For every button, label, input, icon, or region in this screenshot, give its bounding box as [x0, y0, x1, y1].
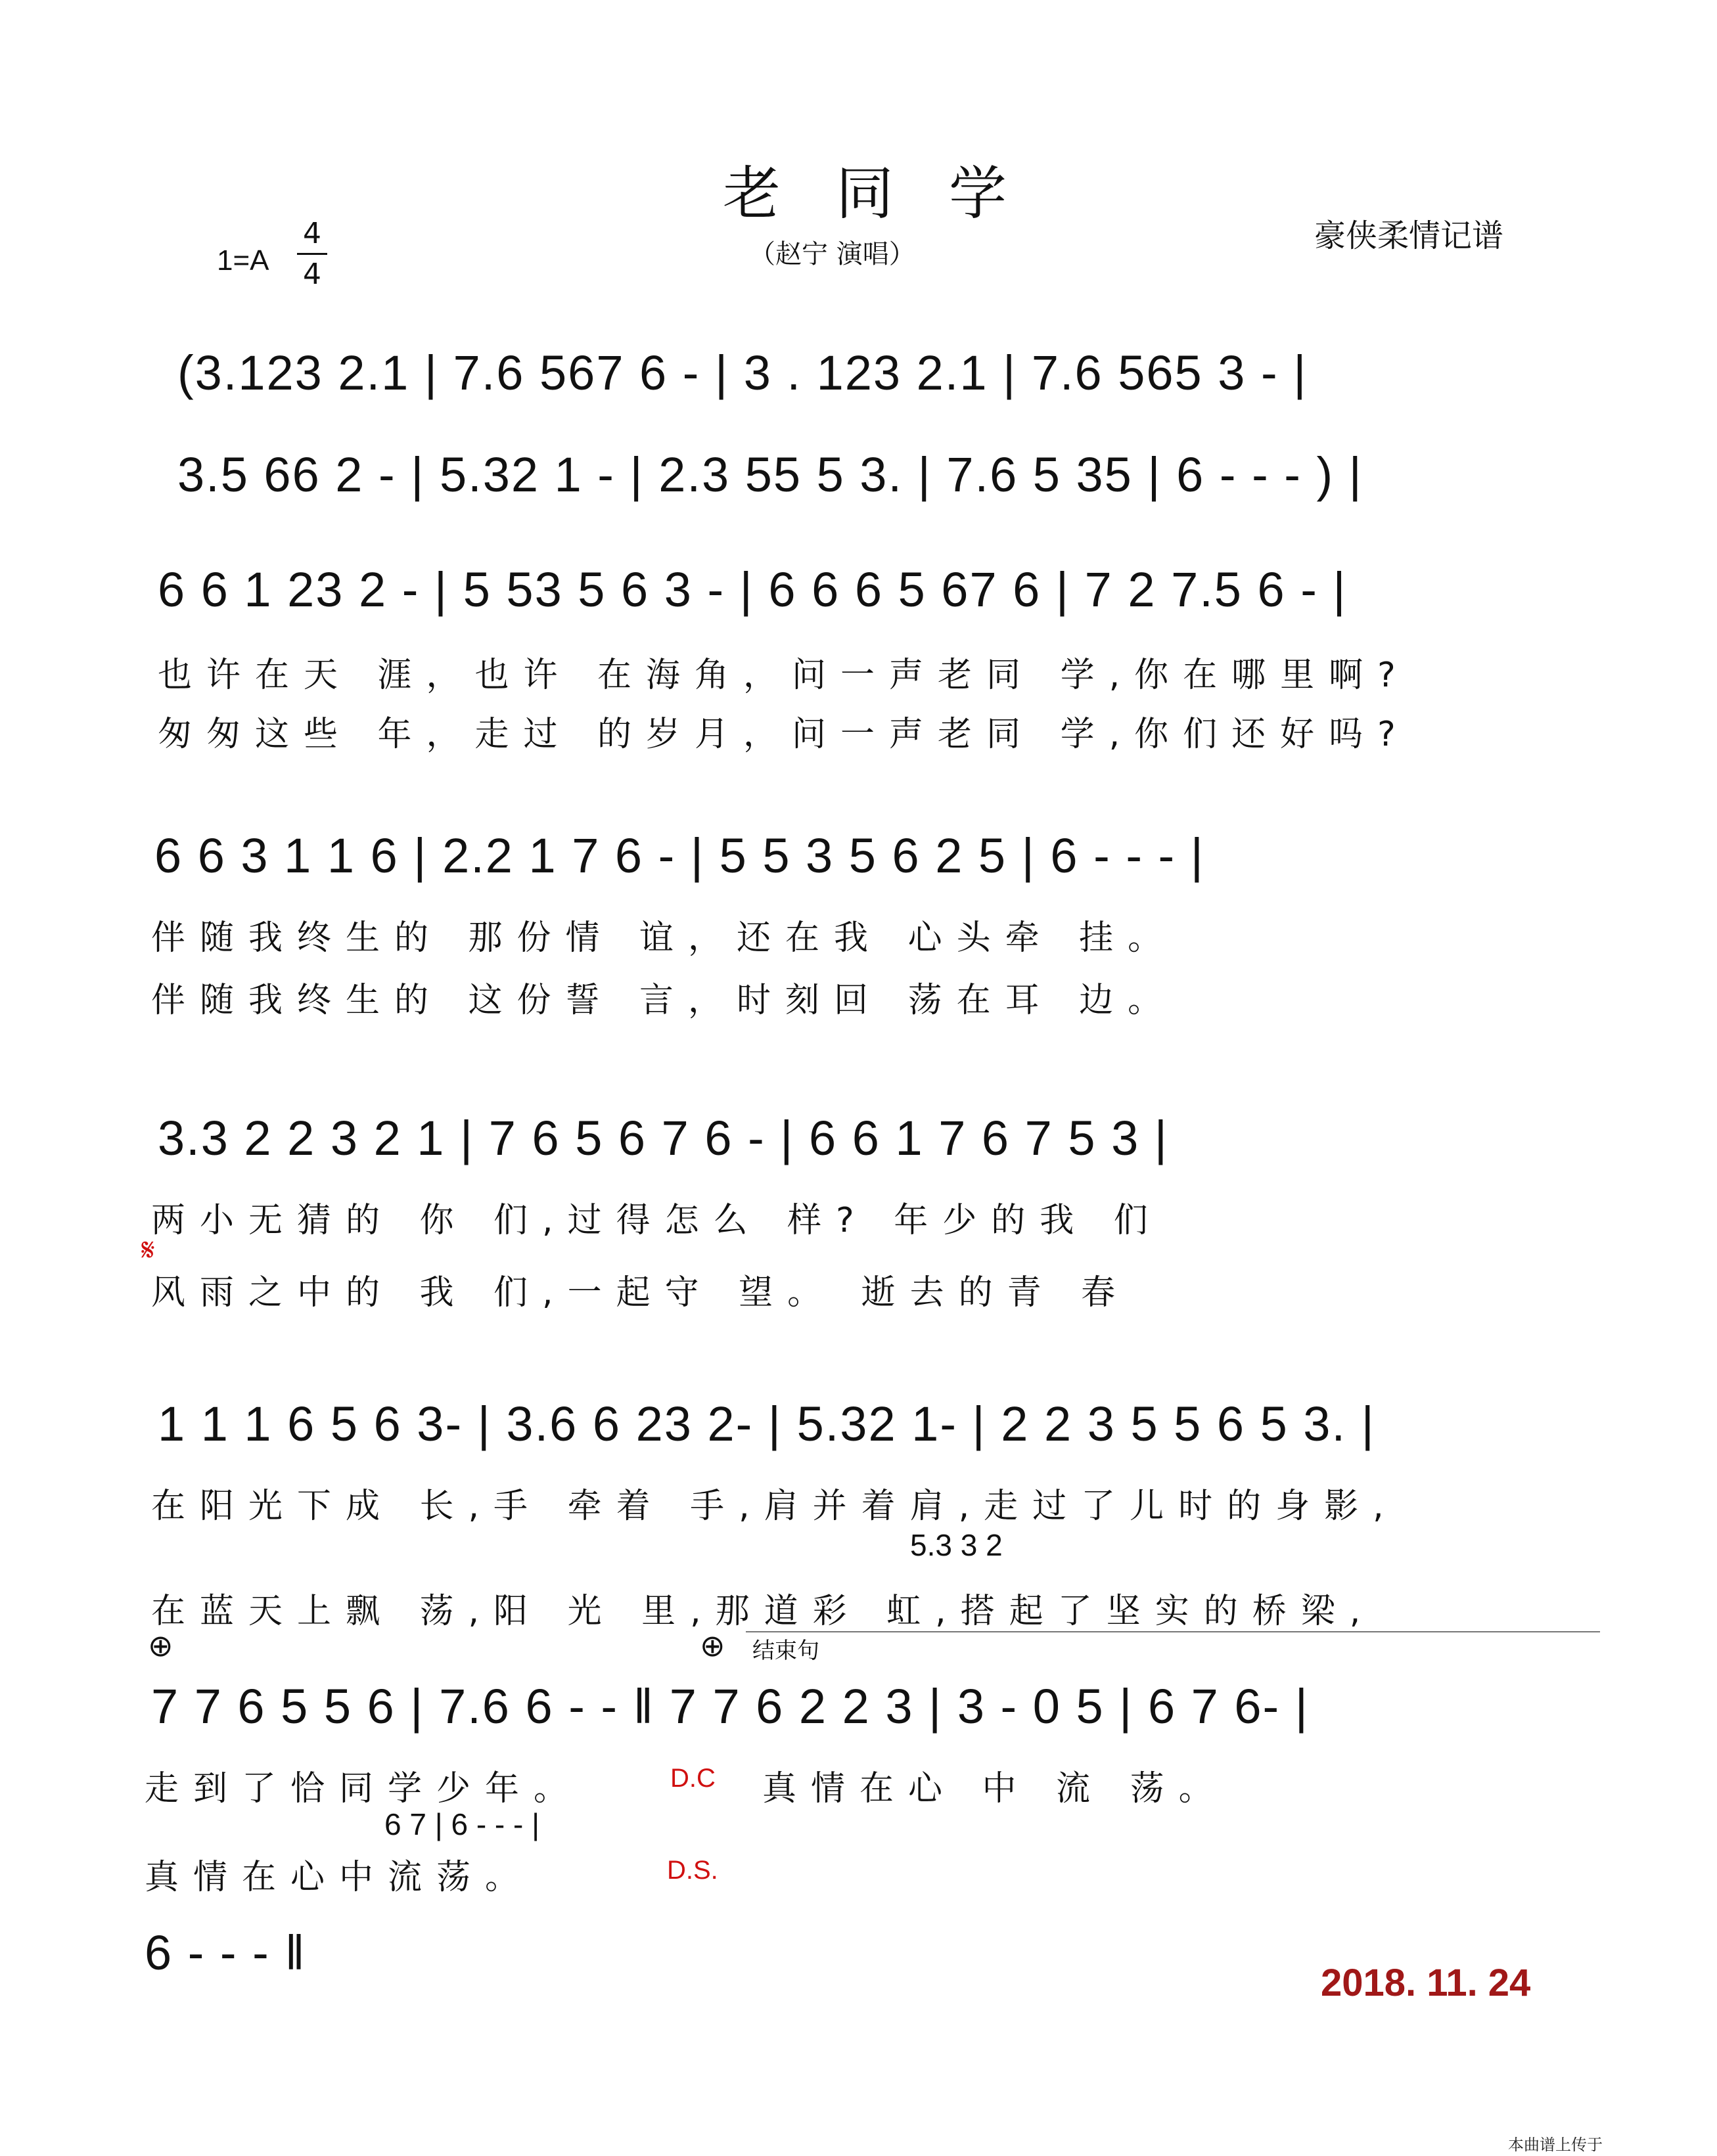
final-notes: 6 - - - ‖ [145, 1925, 306, 1980]
coda-sign-1: ⊕ [148, 1628, 173, 1663]
chorus1-lyric-a: 两小无猜的 你 们,过得怎么 样? 年少的我 们 [151, 1201, 1162, 1240]
ending-lyric-b: 真情在心中流荡。 [145, 1858, 534, 1897]
chorus1-lyric-b: 风雨之中的 我 们,一起守 望。 逝去的青 春 [151, 1273, 1130, 1313]
transcriber-credit: 豪侠柔情记谱 [1314, 217, 1504, 254]
chorus1-notes: 3.3 2 2 3 2 1 | 7 6 5 6 7 6 - | 6 6 1 7 6 7 5 3 | [158, 1111, 1169, 1165]
chorus2-notes: 1 1 1 6 5 6 3- | 3.6 6 23 2- | 5.32 1- | 2 2 3 5 5 6 5 3. | [158, 1397, 1375, 1451]
intro-line-1: (3.123 2.1 | 7.6 567 6 - | 3 . 123 2.1 | 7.6 565 3 - | [177, 346, 1308, 400]
performer-subtitle: （赵宁 演唱） [749, 239, 915, 269]
alternate-notes-1: 5.3 3 2 [910, 1528, 1003, 1562]
date-stamp: 2018. 11. 24 [1321, 1962, 1531, 2004]
chorus2-lyric-a: 在阳光下成 长,手 牵着 手,肩并着肩,走过了儿时的身影, [151, 1487, 1398, 1526]
verse2-lyric-b: 伴随我终生的 这份誓 言，时刻回 荡在耳 边。 [151, 981, 1177, 1020]
footer-text: 本曲谱上传于 [1508, 2136, 1603, 2154]
intro-line-2: 3.5 66 2 - | 5.32 1 - | 2.3 55 5 3. | 7.6 5 35 | 6 - - - ) | [177, 447, 1363, 502]
ending-label: 结束句 [752, 1638, 819, 1664]
time-signature-bottom: 4 [303, 258, 321, 291]
ending-lyric-a: 走到了恰同学少年。 [145, 1769, 583, 1808]
time-signature-rule [297, 253, 327, 255]
key-label: 1=A [217, 244, 269, 277]
chorus2-lyric-b: 在蓝天上飘 荡,阳 光 里,那道彩 虹,搭起了坚实的桥梁, [151, 1592, 1375, 1631]
alternate-notes-2: 6 7 | 6 - - - | [384, 1807, 540, 1841]
ds-marking: D.S. [667, 1856, 718, 1885]
verse1-lyric-a: 也许在天 涯，也许 在海角，问一声老同 学,你在哪里啊? [158, 656, 1410, 695]
ending-notes: 7 7 6 5 5 6 | 7.6 6 - - ‖ 7 7 6 2 2 3 | 3 - 0 5 | 6 7 6- | [151, 1679, 1309, 1734]
verse1-lyric-b: 匆匆这些 年，走过 的岁月，问一声老同 学,你们还好吗? [158, 715, 1410, 754]
verse1-notes: 6 6 1 23 2 - | 5 53 5 6 3 - | 6 6 6 5 67 6 | 7 2 7.5 6 - | [158, 562, 1347, 617]
time-signature-top: 4 [303, 217, 321, 250]
song-title: 老 同 学 [723, 160, 1025, 227]
verse2-lyric-a: 伴随我终生的 那份情 谊，还在我 心头牵 挂。 [151, 918, 1177, 958]
verse2-notes: 6 6 3 1 1 6 | 2.2 1 7 6 - | 5 5 3 5 6 2 5 | 6 - - - | [154, 828, 1204, 883]
ending-lyric-a2: 真情在心 中 流 荡。 [762, 1769, 1227, 1808]
ending-bracket-line [746, 1631, 1600, 1632]
coda-sign-2: ⊕ [700, 1628, 725, 1663]
dc-marking: D.C [670, 1764, 716, 1793]
segno-sign: 𝄋 [141, 1232, 155, 1269]
